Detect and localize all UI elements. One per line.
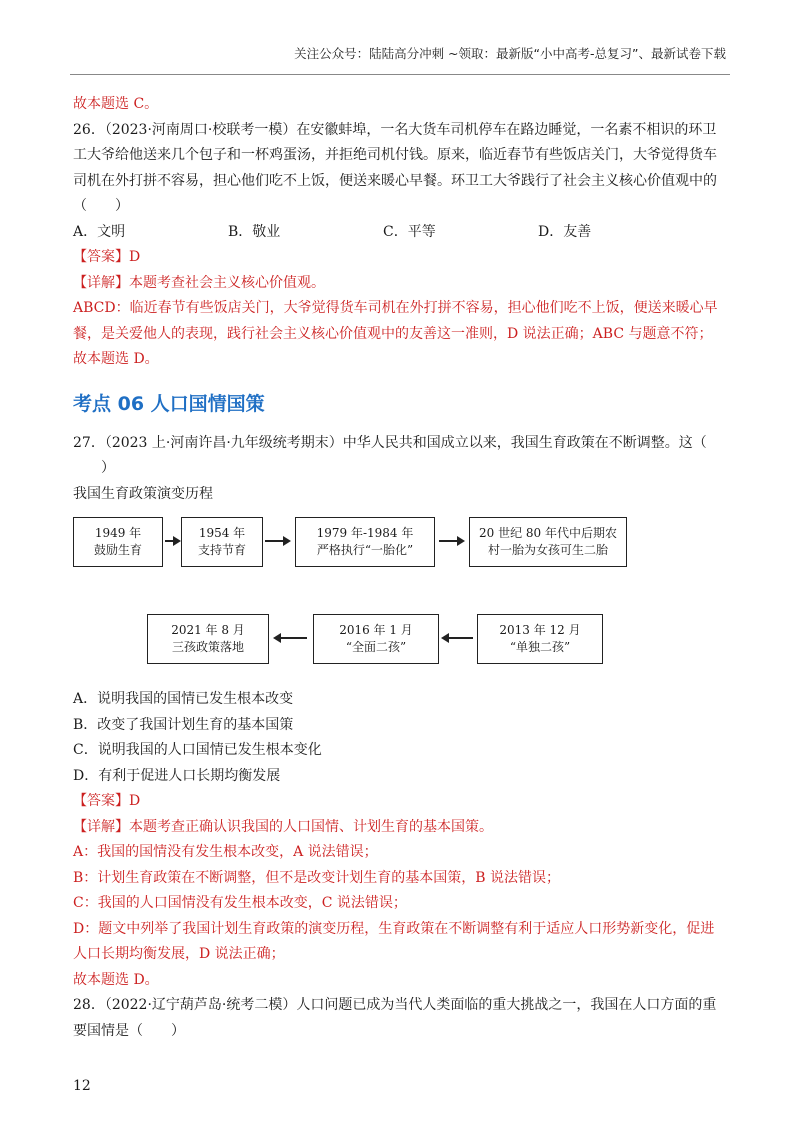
flow-box-1954 <box>181 517 263 567</box>
flow-box-year: 2013 年 12 月 <box>499 623 581 637</box>
q26-options <box>73 220 733 246</box>
detail-text: 本题考查社会主义核心价值观。 <box>129 274 325 291</box>
q27-answer <box>73 789 733 815</box>
q26-option-c: C．平等 <box>383 223 436 240</box>
header-divider <box>70 74 730 75</box>
flow-box-policy: “单独二孩” <box>509 640 571 654</box>
q25-conclusion: 故本题选 C。 <box>73 96 159 112</box>
q27-detail <box>73 815 733 841</box>
flow-box-1949 <box>73 517 163 567</box>
q28-stem-line: 要国情是（ ） <box>73 1022 185 1039</box>
page-content <box>73 92 733 1044</box>
q27-option-d: D．有利于促进人口长期均衡发展 <box>73 767 281 784</box>
q27-analysis-line: 故本题选 D。 <box>73 971 159 988</box>
q26-option-a: A．文明 <box>73 223 126 240</box>
policy-flowchart <box>73 509 733 687</box>
section-title: 考点 06 人口国情国策 <box>73 392 265 415</box>
q26-option-b: B．敬业 <box>228 223 281 240</box>
flow-arrow-left <box>275 637 307 639</box>
q27-option-c: C．说明我国的人口国情已发生根本变化 <box>73 742 322 758</box>
q28-stem-line: 28．（2022·辽宁葫芦岛·统考二模）人口问题已成为当代人类面临的重大挑战之一，我国在人口方面的重 <box>73 997 717 1013</box>
q26-stem-line: 司机在外打拼不容易，担心他们吃不上饭，便送来暖心早餐。环卫工大爷践行了社会主义核心价值观中的 <box>73 172 717 189</box>
detail-text: 本题考查正确认识我国的人口国情、计划生育的基本国策。 <box>129 818 493 835</box>
q27-analysis-line: B：计划生育政策在不断调整，但不是改变计划生育的基本国策，B 说法错误； <box>73 869 561 886</box>
flow-box-2016 <box>313 614 439 664</box>
flow-box-year: 1954 年 <box>198 526 246 540</box>
flow-box-policy: “全面二孩” <box>345 640 407 654</box>
q26-answer <box>73 245 733 271</box>
flow-box-2013 <box>477 614 603 664</box>
flow-box-policy: 严格执行“一胎化” <box>316 543 414 557</box>
flow-box-year: 2021 年 8 月 <box>171 623 245 637</box>
q26-stem-line: 工大爷给他送来几个包子和一杯鸡蛋汤，并拒绝司机付钱。原来，临近春节有些饭店关门，大爷觉得货车 <box>73 147 717 163</box>
flow-title: 我国生育政策演变历程 <box>73 485 213 502</box>
flow-arrow-right <box>165 540 179 542</box>
q26-analysis-line: 餐，是关爱他人的表现，践行社会主义核心价值观中的友善这一准则，D 说法正确；ABC 与题意不符； <box>73 325 713 342</box>
flow-box-year: 2016 年 1 月 <box>339 623 413 637</box>
answer-value: D <box>129 249 141 265</box>
q26-stem-line: （ ） <box>73 198 129 214</box>
q27-option-b: B．改变了我国计划生育的基本国策 <box>73 716 294 733</box>
q27-analysis-line: A：我国的国情没有发生根本改变，A 说法错误； <box>73 844 378 860</box>
q26-analysis-line: ABCD：临近春节有些饭店关门，大爷觉得货车司机在外打拼不容易，担心他们吃不上饭，便送来暖心早 <box>73 300 718 316</box>
page-number: 12 <box>73 1078 91 1094</box>
q26-option-d: D．友善 <box>538 223 592 240</box>
flow-box-1979 <box>295 517 435 567</box>
q27-analysis-line: 人口长期均衡发展，D 说法正确； <box>73 946 285 962</box>
flow-box-year: 1979 年-1984 年 <box>316 526 414 540</box>
question-27 <box>73 431 733 994</box>
q26-stem-line: 26．（2023·河南周口·校联考一模）在安徽蚌埠，一名大货车司机停车在路边睡觉，一名素不相识的环卫 <box>73 121 717 138</box>
q27-analysis-line: C：我国的人口国情没有发生根本改变，C 说法错误； <box>73 895 407 911</box>
flow-arrow-right <box>439 540 463 542</box>
detail-tag: 【详解】 <box>73 274 129 291</box>
q27-analysis-line: D：题文中列举了我国计划生育政策的演变历程，生育政策在不断调整有利于适应人口形势新变化，促进 <box>73 920 715 937</box>
flow-box-year: 1949 年 <box>94 526 142 540</box>
question-28 <box>73 993 733 1044</box>
answer-tag: 【答案】 <box>73 793 129 809</box>
answer-tag: 【答案】 <box>73 249 129 265</box>
page-header: 关注公众号：陆陆高分冲刺 ~领取：最新版“小中高考-总复习”、最新试卷下载 <box>294 46 726 61</box>
q27-option-a: A．说明我国的国情已发生根本改变 <box>73 691 294 707</box>
flow-box-policy: 鼓励生育 <box>93 543 142 557</box>
flow-arrow-right <box>265 540 289 542</box>
q27-stem-line: 27．（2023 上·河南许昌·九年级统考期末）中华人民共和国成立以来，我国生育政策在不断调整。这（ <box>73 434 707 451</box>
question-26 <box>73 118 733 373</box>
flow-box-policy: 支持节育 <box>197 543 246 557</box>
answer-value: D <box>129 793 141 809</box>
q27-stem-line: ） <box>73 460 115 476</box>
detail-tag: 【详解】 <box>73 818 129 835</box>
flow-arrow-left <box>443 637 473 639</box>
flow-box-policy: 村一胎为女孩可生二胎 <box>487 543 608 557</box>
flow-box-year: 20 世纪 80 年代中后期农 <box>479 526 617 540</box>
flow-box-policy: 三孩政策落地 <box>171 640 244 654</box>
q26-analysis-line: 故本题选 D。 <box>73 351 159 367</box>
flow-box-2021 <box>147 614 269 664</box>
q26-detail <box>73 271 733 297</box>
flow-box-1980s <box>469 517 627 567</box>
